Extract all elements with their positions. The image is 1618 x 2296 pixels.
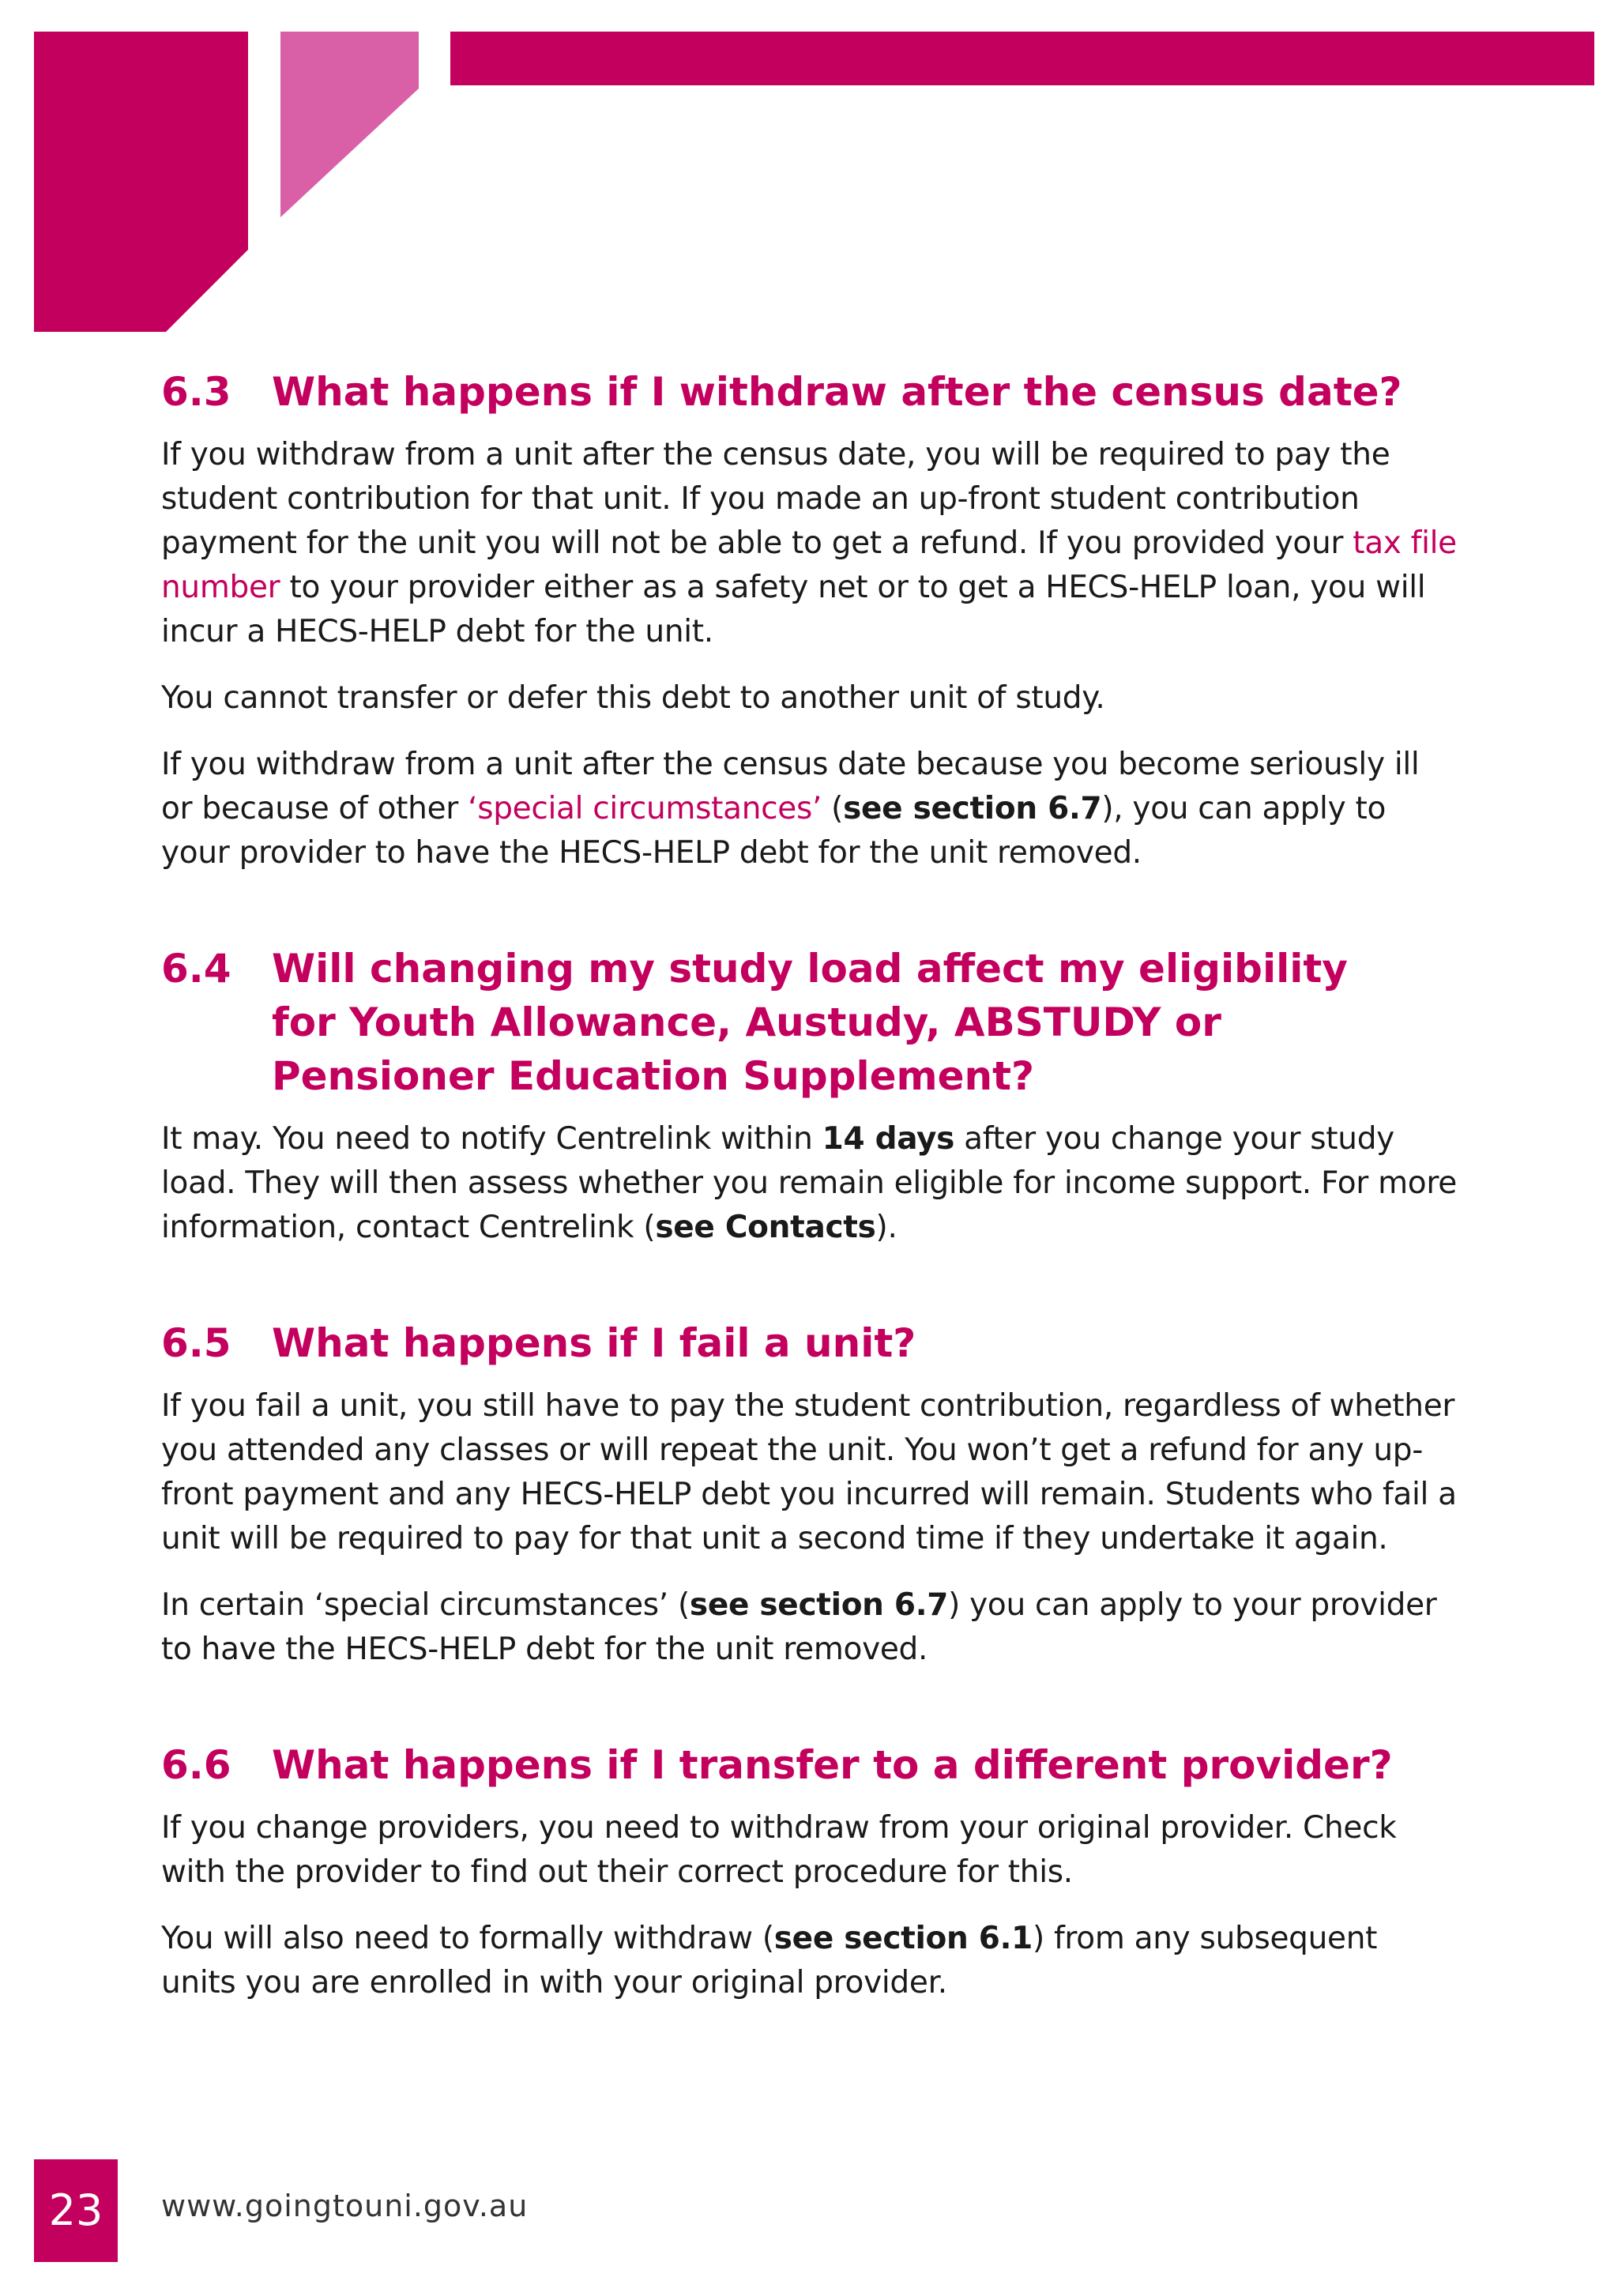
paragraph: [161, 1117, 1457, 1250]
paragraph: [161, 743, 1457, 875]
special-circumstances-link[interactable]: ‘special circumstances’: [468, 791, 822, 826]
text: You will also need to formally withdraw (: [161, 1921, 774, 1956]
section-6-6: [161, 1738, 1457, 2005]
header-decoration: [0, 0, 1618, 348]
section-heading: [161, 1738, 1457, 1792]
section-heading: [161, 1316, 1457, 1370]
section-number: 6.5: [161, 1320, 231, 1366]
text: (: [822, 791, 844, 826]
text: ).: [875, 1210, 897, 1245]
section-6-4: [161, 942, 1457, 1250]
header-bar: [450, 32, 1594, 85]
footer-url[interactable]: www.goingtouni.gov.au: [161, 2189, 529, 2223]
text: ) from any subsequent units you are enrolled in with your original provider.: [161, 1921, 1378, 2001]
section-title: What happens if I fail a unit?: [272, 1320, 916, 1366]
paragraph: You cannot transfer or defer this debt to another unit of study.: [161, 680, 1105, 716]
text: after you change your study load. They will then assess whether you remain eligible for income support. For more information, contact Centrelink (: [161, 1121, 1457, 1245]
text: It may. You need to notify Centrelink within: [161, 1121, 822, 1157]
section-title: What happens if I withdraw after the census date?: [272, 369, 1402, 415]
section-reference: see section 6.1: [773, 1921, 1033, 1956]
section-reference: see section 6.7: [843, 791, 1102, 826]
paragraph: If you change providers, you need to withdraw from your original provider. Check with the provider to find out their correct procedure for this.: [161, 1810, 1397, 1890]
section-number: 6.4: [161, 946, 231, 992]
contacts-reference: see Contacts: [655, 1210, 876, 1245]
corner-block-large: [34, 32, 248, 332]
paragraph: [161, 1917, 1457, 2005]
text: If you withdraw from a unit after the census date, you will be required to pay the student contribution for that unit. If you made an up-front student contribution payment for the unit you will not be able to get a refund. If you provided your: [161, 437, 1390, 561]
section-title: What happens if I transfer to a different provider?: [272, 1742, 1393, 1788]
text: to your provider either as a safety net or to get a HECS-HELP loan, you will incur a HECS-HELP debt for the unit.: [161, 570, 1426, 649]
section-6-3: [161, 365, 1457, 875]
paragraph: [161, 1583, 1457, 1672]
text: ) you can apply to your provider to have the HECS-HELP debt for the unit removed.: [161, 1587, 1437, 1667]
text: ), you can apply to your provider to have the HECS-HELP debt for the unit removed.: [161, 791, 1387, 871]
corner-block-light: [280, 32, 419, 217]
tax-file-number-link[interactable]: tax file number: [161, 525, 1457, 605]
section-number: 6.6: [161, 1742, 231, 1788]
page-number: 23: [34, 2159, 118, 2262]
section-6-5: [161, 1316, 1457, 1672]
paragraph: [161, 433, 1457, 654]
page-content: [161, 365, 1457, 2072]
paragraph: If you fail a unit, you still have to pay the student contribution, regardless of whether you attended any classes or will repeat the unit. You won’t get a refund for any up-front payment and any HECS-HELP debt you incurred will remain. Students who fail a unit will be required to pay for that unit a second time if they undertake it again.: [161, 1388, 1457, 1556]
emphasis: 14 days: [822, 1121, 955, 1157]
text: In certain ‘special circumstances’ (: [161, 1587, 690, 1623]
section-title: Will changing my study load affect my eligibility for Youth Allowance, Austudy, ABSTUDY or Pensioner Education Supplement?: [272, 946, 1348, 1099]
section-number: 6.3: [161, 369, 231, 415]
section-reference: see section 6.7: [689, 1587, 949, 1623]
text: If you withdraw from a unit after the census date because you become seriously ill or because of other: [161, 747, 1420, 826]
section-heading: [161, 365, 1457, 419]
section-heading: [161, 942, 1457, 1103]
